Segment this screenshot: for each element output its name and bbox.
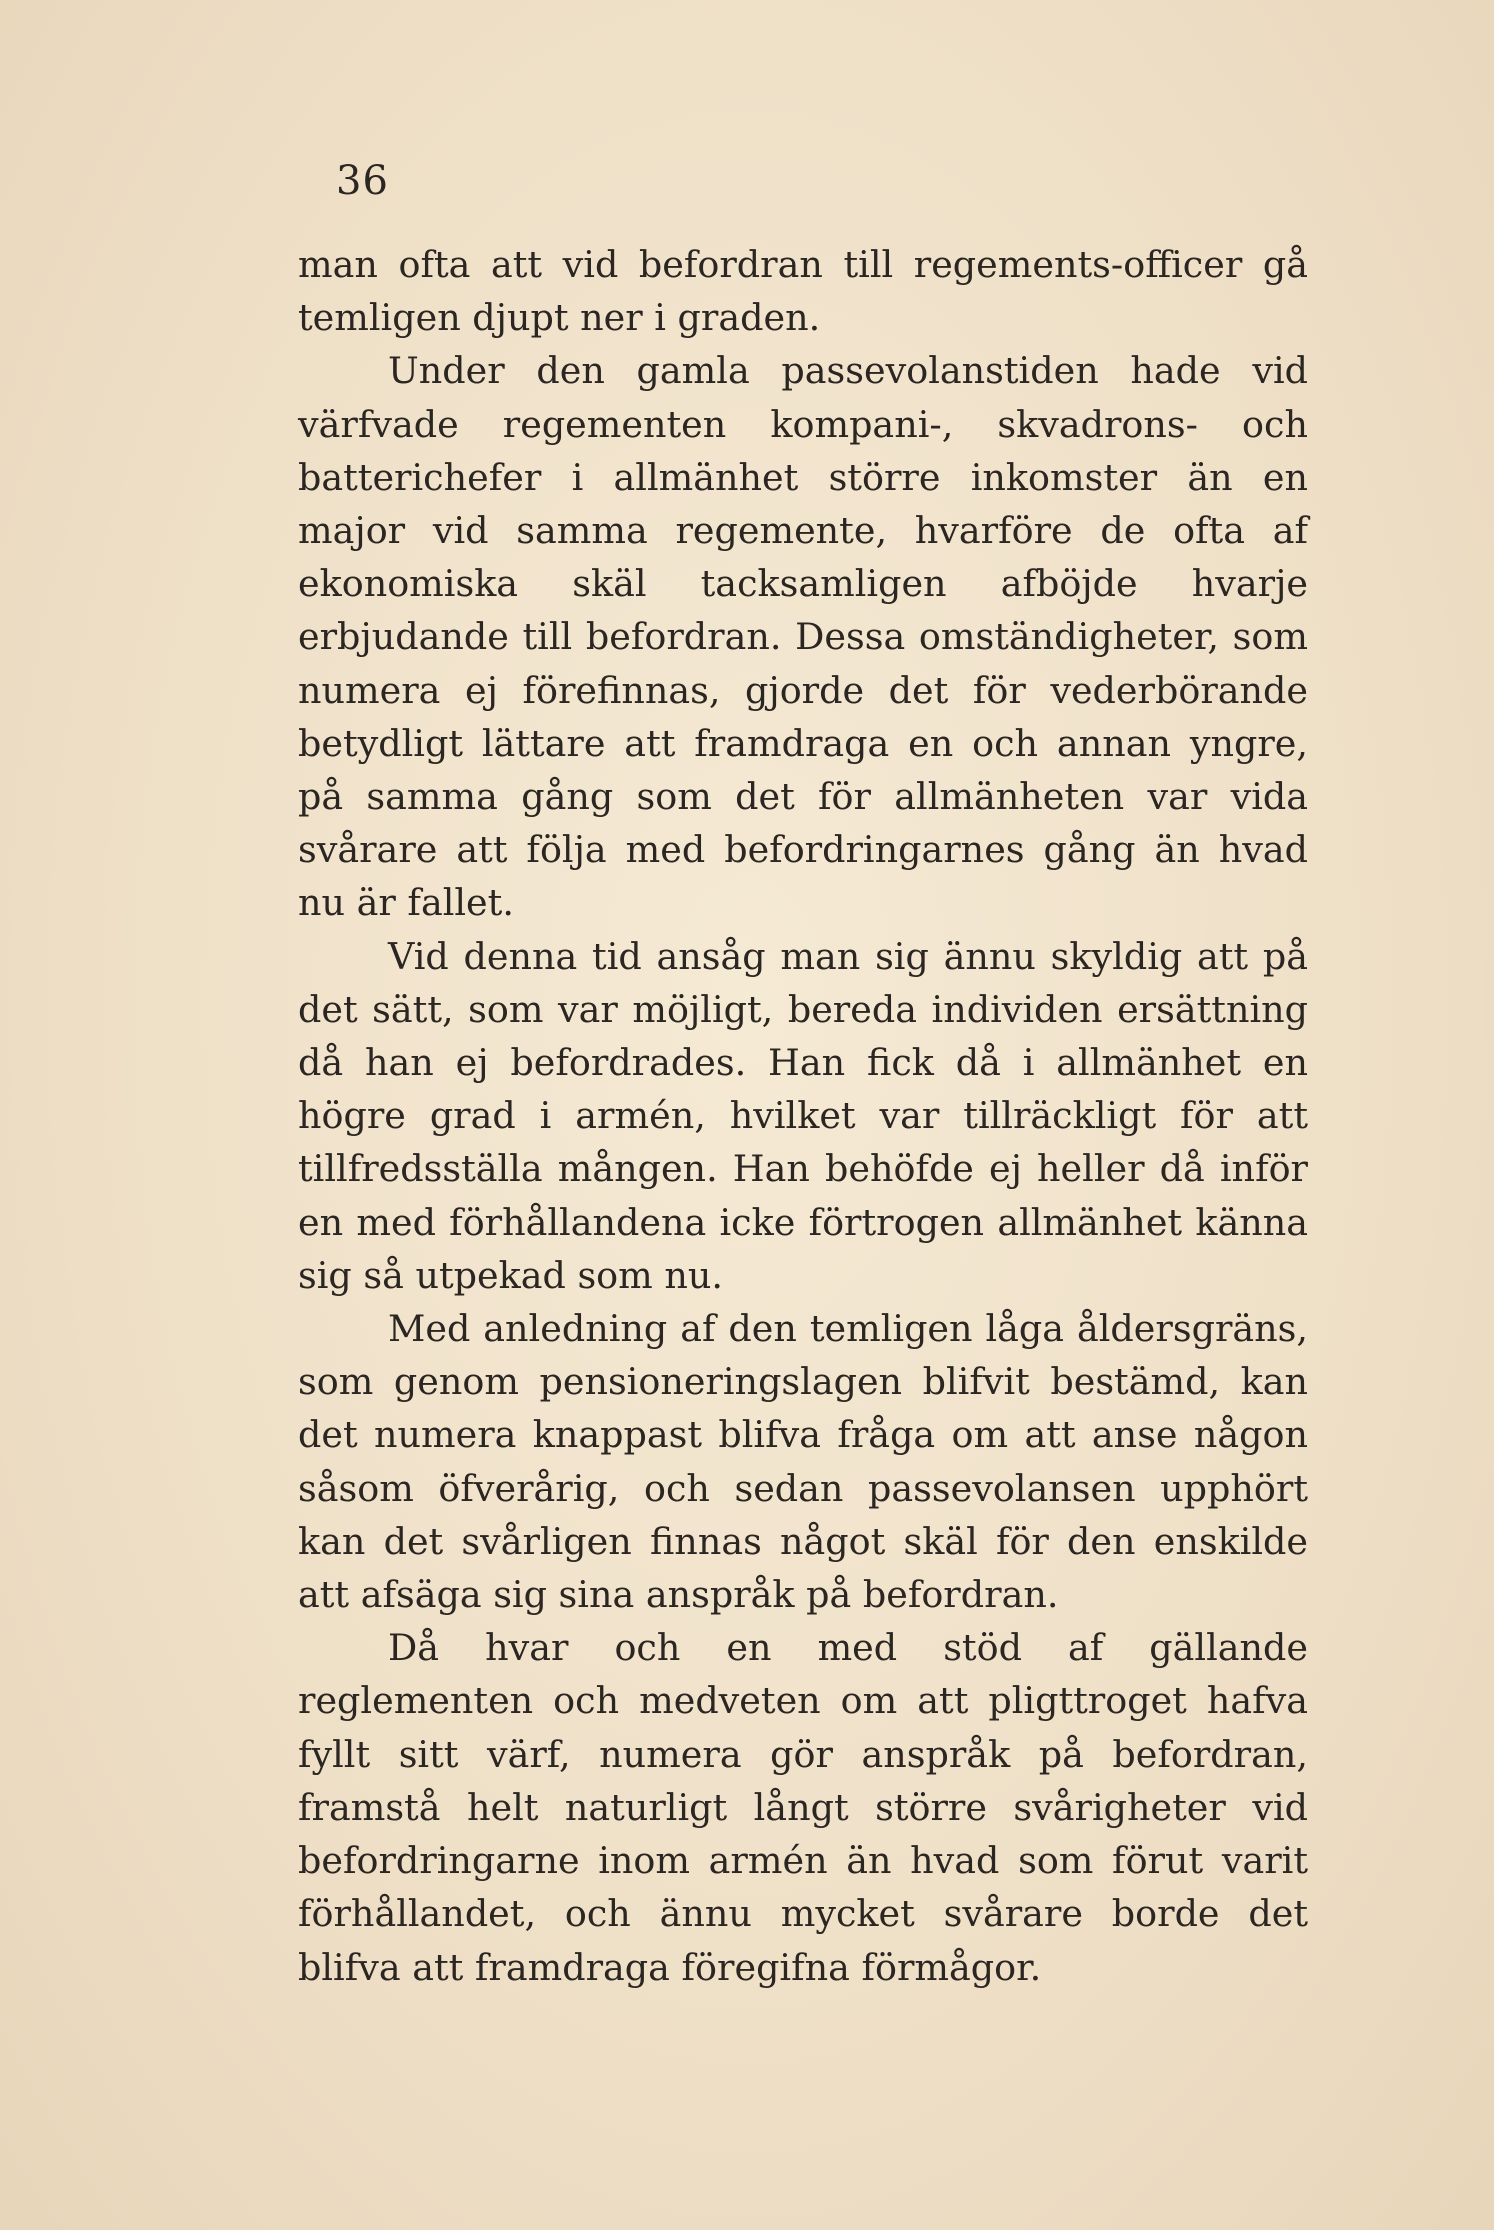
paragraph-1: man ofta att vid befordran till regements-officer gå temligen djupt ner i graden.	[298, 243, 1308, 340]
paragraph-5: Då hvar och en med stöd af gällande reglementen och medveten om att pligttroget hafva fyllt sitt värf, numera gör anspråk på befordran, framstå helt naturligt långt större svårigheter vid befordringarne inom armén än hvad som förut varit förhållandet, och ännu mycket svårare borde det blifva att framdraga föregifna förmågor.	[298, 1626, 1308, 1989]
page-number: 36	[336, 158, 389, 204]
paragraph-4: Med anledning af den temligen låga åldersgräns, som genom pensioneringslagen blifvit bestämd, kan det numera knappast blifva fråga om att anse någon såsom öfverårig, och sedan passevolansen upphört kan det svårligen finnas något skäl för den enskilde att afsäga sig sina anspråk på befordran.	[298, 1307, 1308, 1617]
paragraph-3: Vid denna tid ansåg man sig ännu skyldig att på det sätt, som var möjligt, bereda individen ersättning då han ej befordrades. Han fick då i allmänhet en högre grad i armén, hvilket var tillräckligt för att tillfredsställa mången. Han behöfde ej heller då inför en med förhållandena icke förtrogen allmänhet känna sig så utpekad som nu.	[298, 934, 1308, 1297]
paragraph-2: Under den gamla passevolanstiden hade vid värfvade regementen kompani-, skvadrons- och batterichefer i allmänhet större inkomster än en major vid samma regemente, hvarföre de ofta af ekonomiska skäl tacksamligen afböjde hvarje erbjudande till befordran. Dessa omständigheter, som numera ej förefinnas, gjorde det för vederbörande betydligt lättare att framdraga en och annan yngre, på samma gång som det för allmänheten var vida svårare att följa med befordringarnes gång än hvad nu är fallet.	[298, 349, 1308, 925]
body-text	[298, 238, 1308, 1994]
